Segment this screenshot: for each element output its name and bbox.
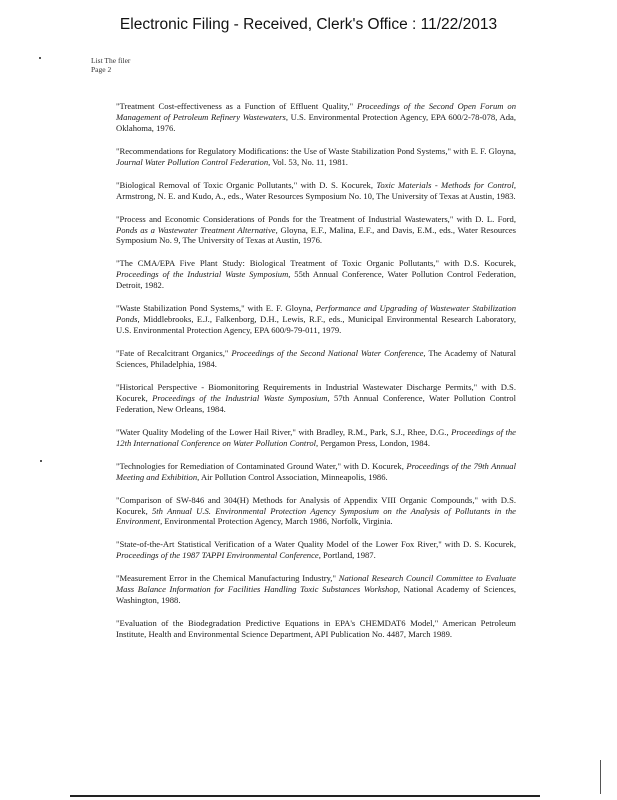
entry-text: "Water Quality Modeling of the Lower Hail River," with Bradley, R.M., Park, S.J., Rhee, D.G.,	[116, 426, 452, 437]
publication-entry	[116, 348, 516, 370]
scan-bottom-edge	[70, 795, 540, 797]
entry-text: "Treatment Cost-effectiveness as a Function of Effluent Quality,"	[116, 101, 358, 111]
scan-speck	[39, 57, 41, 59]
entry-text: "Technologies for Remediation of Contaminated Ground Water," with D. Kocurek,	[116, 460, 407, 471]
page-meta-name: List The filer	[91, 56, 131, 65]
page-meta-page: Page 2	[91, 65, 112, 74]
publication-entry	[116, 180, 516, 202]
entry-text: "Waste Stabilization Pond Systems," with E. F. Gloyna,	[116, 303, 316, 314]
entry-source: Proceedings of the 12th International Conference on Water Pollution Control	[116, 426, 516, 448]
entry-details: , Armstrong, N. E. and Kudo, A., eds., Water Resources Symposium No. 10, The University of Texas at Austin, 1983.	[116, 179, 517, 201]
entry-details: , Middlebrooks, E.J., Falkenborg, D.H., Lewis, R.F., eds., Municipal Environmental Research Laboratory, U.S. Environmental Protection Agency, EPA 600/9-79-011, 1979.	[116, 314, 516, 336]
publication-entry	[116, 146, 516, 168]
entry-details: , 55th Annual Conference, Water Pollution Control Federation, Detroit, 1982.	[116, 269, 516, 291]
publication-list	[116, 101, 516, 652]
publication-entry	[116, 258, 516, 291]
entry-details: , U.S. Environmental Protection Agency, EPA 600/2-78-078, Ada, Oklahoma, 1976.	[116, 111, 516, 133]
entry-text: "Measurement Error in the Chemical Manufacturing Industry,"	[116, 573, 339, 584]
entry-source: Journal Water Pollution Control Federation	[116, 156, 269, 167]
publication-entry	[116, 618, 516, 640]
entry-details: , The Academy of Natural Sciences, Philadelphia, 1984.	[116, 348, 517, 369]
scan-speck	[600, 760, 601, 794]
entry-details: , Air Pollution Control Association, Minneapolis, 1986.	[197, 471, 388, 482]
entry-source: Proceedings of the Second National Water Conference	[231, 348, 424, 359]
publication-entry	[116, 573, 516, 606]
entry-source: Proceedings of the Second Open Forum on Management of Petroleum Refinery Wastewaters	[116, 101, 516, 122]
entry-text: "Evaluation of the Biodegradation Predictive Equations in EPA's CHEMDAT6 Model," American Petroleum Institute, Health and Environmental Science Department, API Publication No. 4487, March 1989.	[116, 618, 516, 640]
publication-entry	[116, 461, 516, 483]
entry-details: , Pergamon Press, London, 1984.	[316, 437, 430, 448]
entry-details: , 57th Annual Conference, Water Pollution Control Federation, New Orleans, 1984.	[116, 392, 516, 414]
entry-source: Ponds as a Wastewater Treatment Alternative	[116, 224, 276, 235]
entry-details: , Environmental Protection Agency, March 1986, Norfolk, Virginia.	[160, 516, 393, 527]
entry-source: Toxic Materials - Methods for Control	[376, 179, 514, 190]
publication-entry	[116, 214, 516, 247]
entry-text: "Process and Economic Considerations of Ponds for the Treatment of Industrial Wastewaters," with D. L. Ford,	[116, 213, 516, 224]
entry-text: "Historical Perspective - Biomonitoring Requirements in Industrial Wastewater Discharge Permits," with D.S. Kocurek,	[116, 381, 516, 403]
publication-entry	[116, 303, 516, 336]
filing-stamp-header: Electronic Filing - Received, Clerk's Office : 11/22/2013	[119, 16, 498, 33]
entry-text: "Biological Removal of Toxic Organic Pollutants," with D. S. Kocurek,	[116, 179, 377, 190]
entry-details: , Gloyna, E.F., Malina, E.F., and Davis, E.M., eds., Water Resources Symposium No. 9, The University of Texas at Austin, 1976.	[116, 224, 516, 246]
publication-entry	[116, 495, 516, 528]
entry-source: Proceedings of the 79th Annual Meeting and Exhibition	[116, 460, 516, 482]
entry-text: "State-of-the-Art Statistical Verification of a Water Quality Model of the Lower Fox River," with D. S. Kocurek,	[116, 539, 516, 550]
entry-source: 5th Annual U.S. Environmental Protection Agency Symposium on the Analysis of Pollutants in the Environment	[116, 505, 516, 527]
publication-entry	[116, 382, 516, 415]
entry-source: Proceedings of the 1987 TAPPI Environmental Conference	[116, 550, 319, 561]
entry-text: "The CMA/EPA Five Plant Study: Biological Treatment of Toxic Organic Pollutants," with D.S. Kocurek,	[116, 258, 516, 269]
entry-text: "Comparison of SW-846 and 304(H) Methods for Analysis of Appendix VIII Organic Compounds," with D.S. Kocurek,	[116, 494, 516, 516]
entry-text: "Fate of Recalcitrant Organics,"	[116, 348, 232, 359]
publication-entry	[116, 427, 516, 449]
entry-details: , National Academy of Sciences, Washington, 1988.	[116, 584, 516, 606]
entry-source: National Research Council Committee to Evaluate Mass Balance Information for Facilities Handling Toxic Substances Workshop	[116, 573, 516, 595]
entry-details: , Portland, 1987.	[318, 550, 376, 561]
entry-source: Proceedings of the Industrial Waste Symposium	[152, 392, 328, 403]
page-meta	[91, 56, 130, 74]
entry-details: , Vol. 53, No. 11, 1981.	[268, 156, 348, 167]
publication-entry	[116, 101, 516, 134]
entry-source: Proceedings of the Industrial Waste Symposium	[116, 269, 289, 280]
entry-text: "Recommendations for Regulatory Modifications: the Use of Waste Stabilization Pond Systems," with E. F. Gloyna,	[116, 145, 516, 156]
entry-source: Performance and Upgrading of Wastewater Stabilization Ponds	[116, 303, 516, 325]
scan-speck	[40, 460, 42, 462]
publication-entry	[116, 539, 516, 561]
